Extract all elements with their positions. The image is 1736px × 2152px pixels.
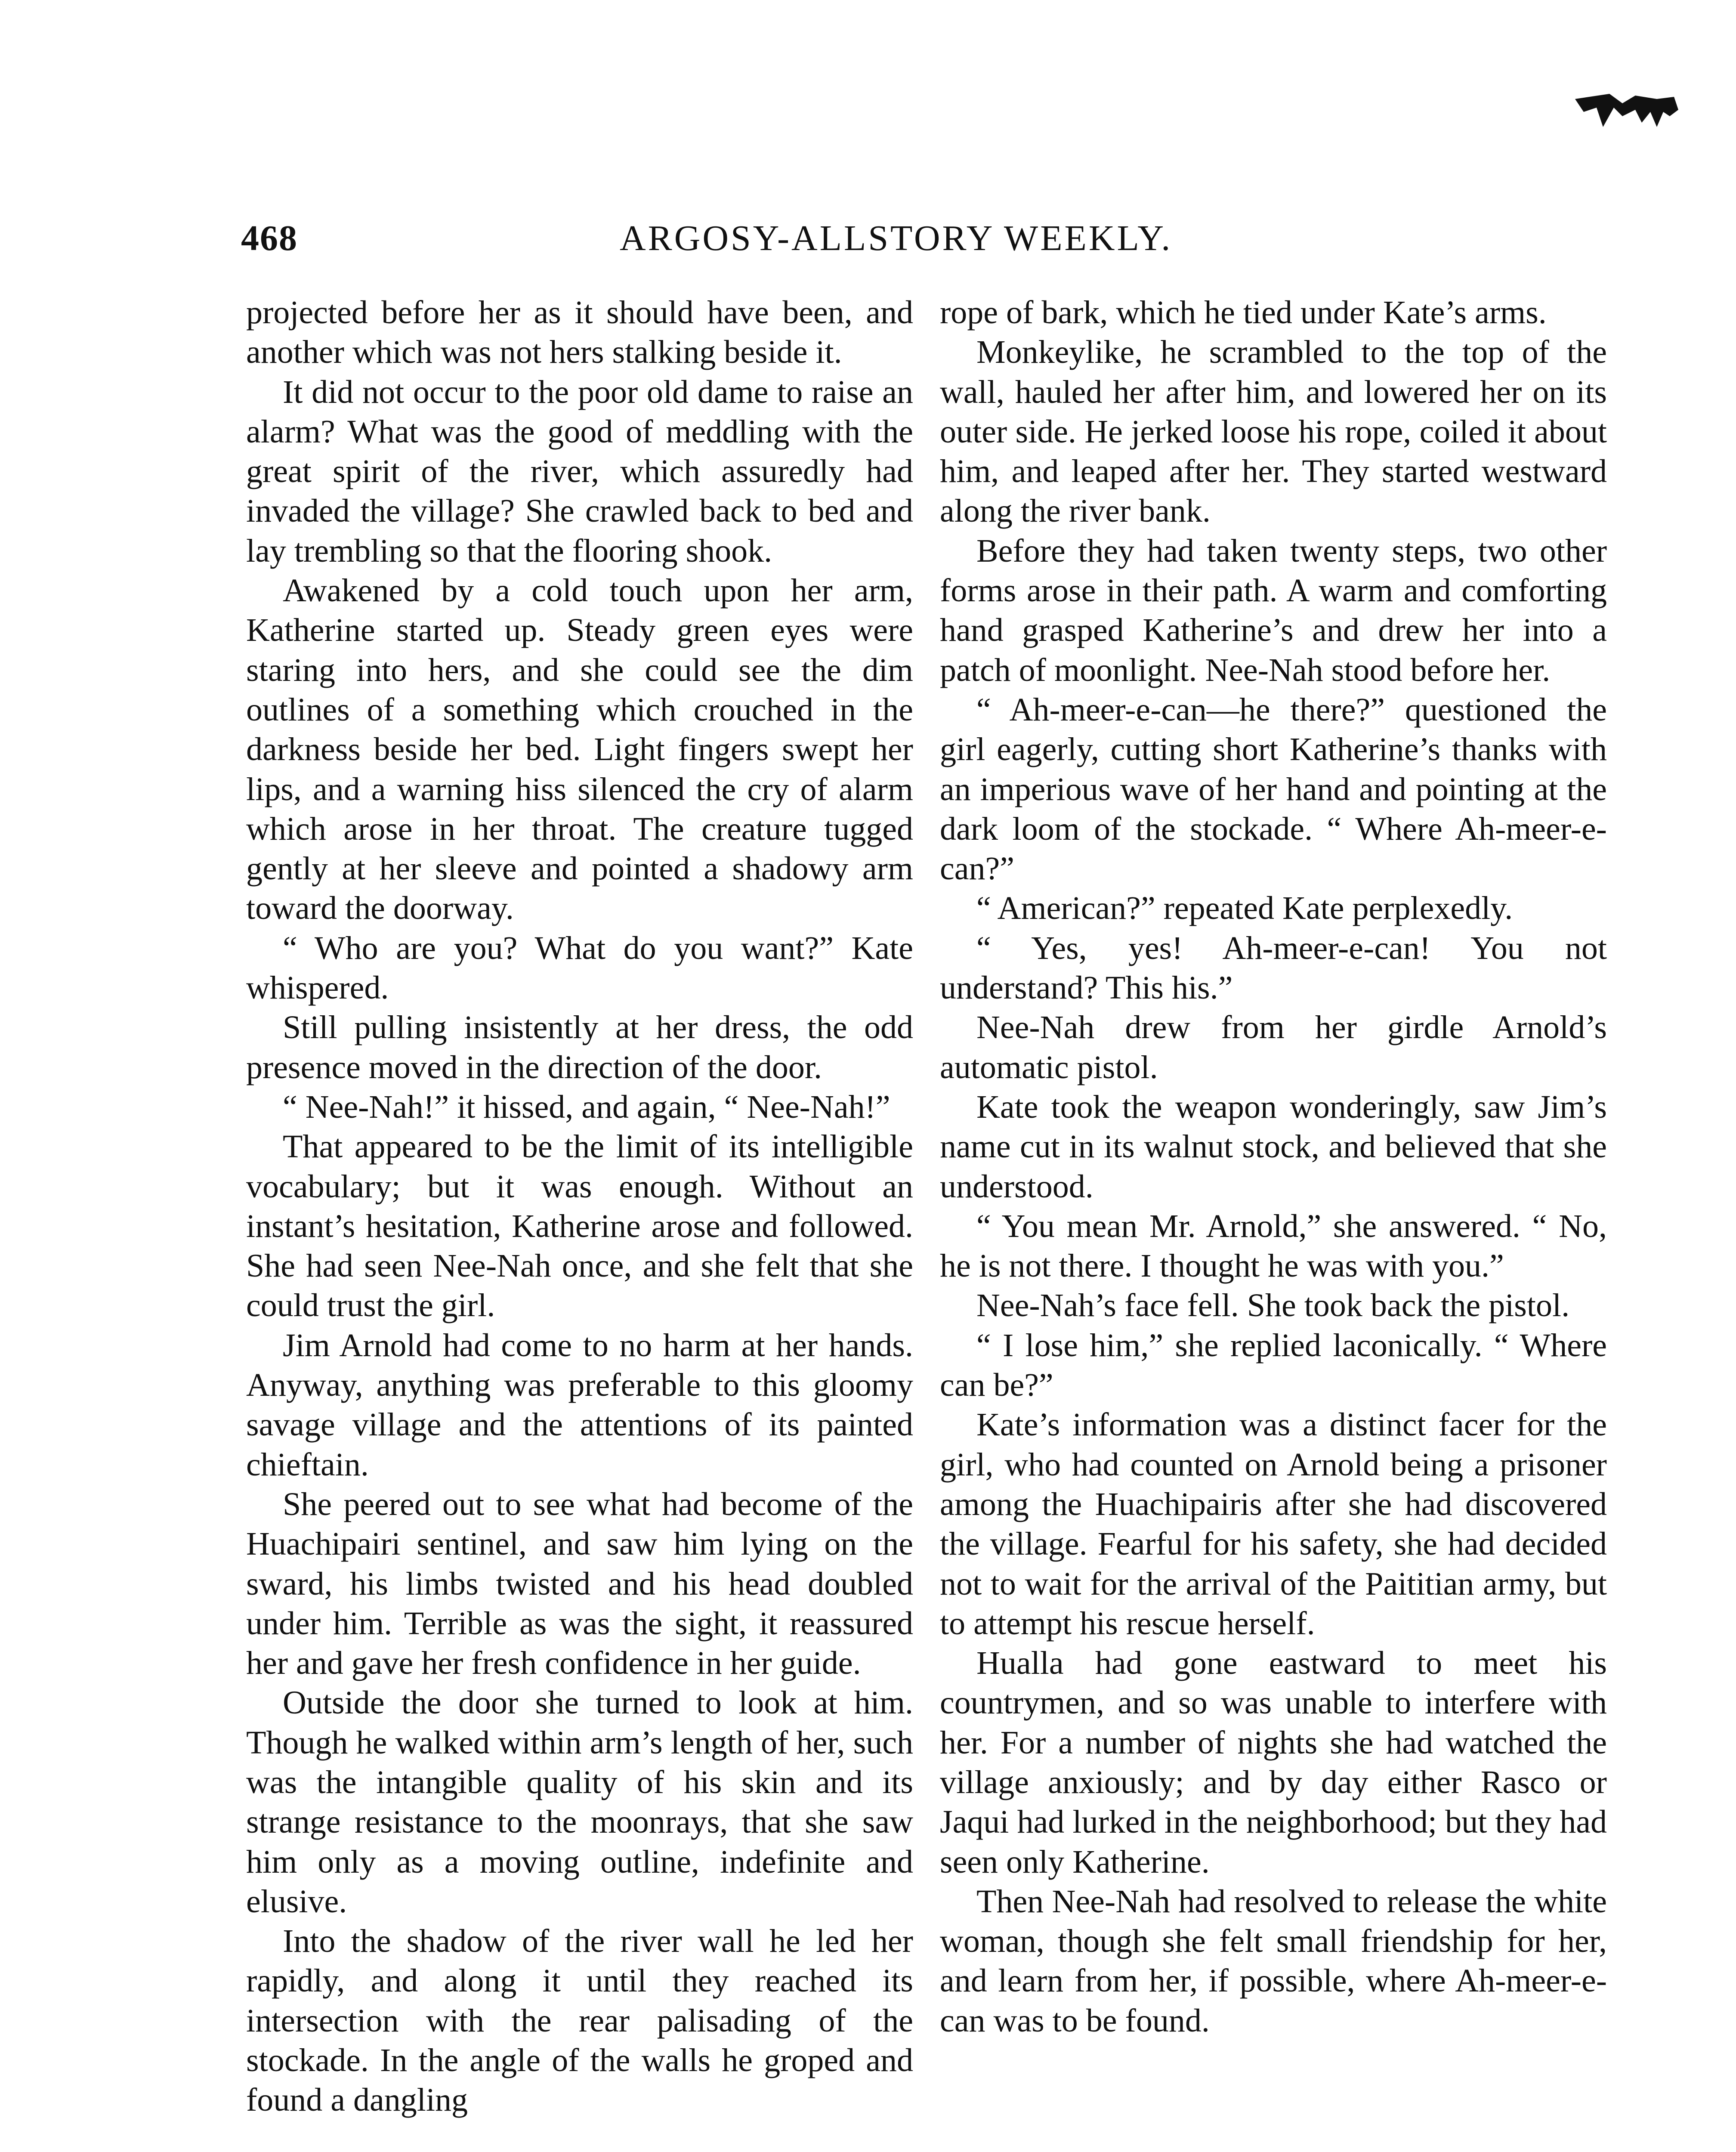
paragraph: Jim Arnold had come to no harm at her hands. Anyway, anything was preferable to this gloomy savage village and the attentions of its painted chieftain. bbox=[246, 1327, 913, 1483]
paragraph: Outside the door she turned to look at him. Though he walked within arm’s length of her, such was the intangible quality of his skin and its strange resistance to the moonrays, that she saw him only as a moving outline, indefinite and elusive. bbox=[246, 1685, 913, 1920]
paragraph: Nee-Nah’s face fell. She took back the pistol. bbox=[976, 1287, 1570, 1324]
paragraph: “ Nee-Nah!” it hissed, and again, “ Nee-Nah!” bbox=[283, 1088, 890, 1125]
paragraph: Monkeylike, he scrambled to the top of the wall, hauled her after him, and lowered her on its outer side. He jerked loose his rope, coiled it about him, and leaped after her. They started westward along the river bank. bbox=[940, 334, 1607, 529]
paragraph: Into the shadow of the river wall he led her rapidly, and along it until they reached its intersection with the rear palisading of the stockade. In the angle of the walls he groped and found a dangling bbox=[246, 1923, 913, 2118]
ink-blot-mark bbox=[1571, 86, 1683, 133]
paragraph: Awakened by a cold touch upon her arm, Katherine started up. Steady green eyes were staring into hers, and she could see the dim outlines of a something which crouched in the darkness beside her bed. Light fingers swept her lips, and a warning hiss silenced the cry of alarm which arose in her throat. The creature tugged gently at her sleeve and pointed a shadowy arm toward the doorway. bbox=[246, 572, 913, 927]
left-column bbox=[246, 293, 913, 2120]
paragraph: It did not occur to the poor old dame to raise an alarm? What was the good of meddling with the great spirit of the river, which assuredly had invaded the village? She crawled back to bed and lay trembling so that the flooring shook. bbox=[246, 374, 913, 569]
paragraph: “ I lose him,” she replied laconically. “ Where can be?” bbox=[940, 1327, 1607, 1404]
paragraph: She peered out to see what had become of the Huachipairi sentinel, and saw him lying on the sward, his limbs twisted and his head doubled under him. Terrible as was the sight, it reassured her and gave her fresh confidence in her guide. bbox=[246, 1486, 913, 1682]
paragraph: “ Yes, yes! Ah-meer-e-can! You not understand? This his.” bbox=[940, 930, 1607, 1006]
paragraph: Kate’s information was a distinct facer for the girl, who had counted on Arnold being a prisoner among the Huachipairis after she had discovered the village. Fearful for his safety, she had decided not to wait for the arrival of the Paititian army, but to attempt his rescue herself. bbox=[940, 1407, 1607, 1642]
page-header bbox=[241, 217, 1196, 265]
paragraph: That appeared to be the limit of its intelligible vocabulary; but it was enough. Without an instant’s hesitation, Katherine arose and followed. She had seen Nee-Nah once, and she felt that she could trust the girl. bbox=[246, 1129, 913, 1324]
paragraph: Kate took the weapon wonderingly, saw Jim’s name cut in its walnut stock, and believed that she understood. bbox=[940, 1088, 1607, 1205]
paragraph: Nee-Nah drew from her girdle Arnold’s automatic pistol. bbox=[940, 1009, 1607, 1085]
paragraph: “ American?” repeated Kate perplexedly. bbox=[976, 890, 1513, 927]
paragraph: “ Ah-meer-e-can—he there?” questioned the girl eagerly, cutting short Katherine’s thanks with an imperious wave of her hand and pointing at the dark loom of the stockade. “ Where Ah-meer-e-can?” bbox=[940, 691, 1607, 887]
paragraph: projected before her as it should have been, and another which was not hers stalking beside it. bbox=[246, 294, 913, 371]
paragraph: Then Nee-Nah had resolved to release the white woman, though she felt small friendship for her, and learn from her, if possible, where Ah-meer-e-can was to be found. bbox=[940, 1883, 1607, 2039]
right-column bbox=[940, 293, 1607, 2041]
running-title: ARGOSY-ALLSTORY WEEKLY. bbox=[620, 218, 1173, 258]
paragraph: Before they had taken twenty steps, two other forms arose in their path. A warm and comforting hand grasped Katherine’s and drew her into a patch of moonlight. Nee-Nah stood before her. bbox=[940, 532, 1607, 688]
page-number: 468 bbox=[241, 218, 298, 258]
paragraph: Still pulling insistently at her dress, the odd presence moved in the direction of the door. bbox=[246, 1009, 913, 1085]
paragraph: “ Who are you? What do you want?” Kate whispered. bbox=[246, 930, 913, 1006]
paragraph: Hualla had gone eastward to meet his countrymen, and so was unable to interfere with her. For a number of nights she had watched the village anxiously; and by day either Rasco or Jaqui had lurked in the neighborhood; but they had seen only Katherine. bbox=[940, 1645, 1607, 1880]
paragraph: “ You mean Mr. Arnold,” she answered. “ No, he is not there. I thought he was with you.” bbox=[940, 1208, 1607, 1284]
paragraph: rope of bark, which he tied under Kate’s arms. bbox=[940, 294, 1547, 331]
